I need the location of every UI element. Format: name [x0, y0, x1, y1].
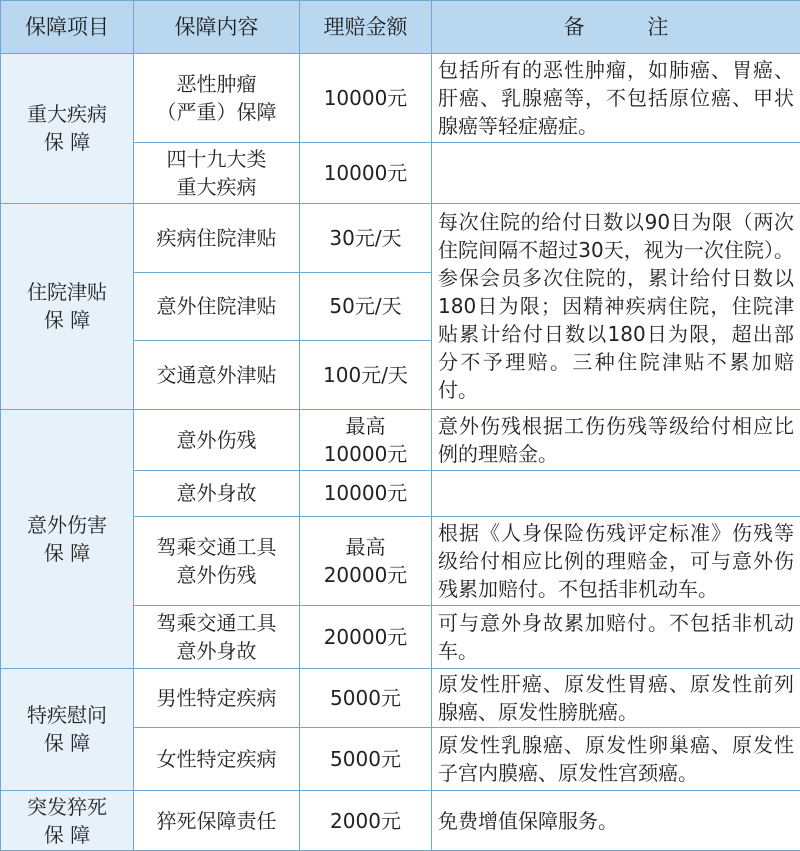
header-amount: 理赔金额	[300, 1, 432, 54]
cell-text-line: 保 障	[43, 731, 91, 756]
cell-text-line: 猝死保障责任	[156, 808, 277, 833]
note-cell: 可与意外身故累加赔付。不包括非机动车。	[432, 605, 800, 668]
category-cell	[1, 54, 134, 204]
cell-text-line: 20000元	[323, 624, 408, 649]
cell-text-line: 男性特定疾病	[156, 686, 277, 711]
claim-amount-cell	[300, 143, 432, 204]
note-cell	[432, 470, 800, 516]
cell-text-line: 意外伤残	[176, 427, 257, 452]
cell-text-line: 20000元	[323, 562, 408, 587]
cell-text-line: 50元/天	[329, 294, 402, 319]
cell-text-line: 重大疾病	[27, 102, 107, 127]
note-cell: 包括所有的恶性肿瘤，如肺癌、胃癌、肝癌、乳腺癌等，不包括原位癌、甲状腺癌等轻症癌症。	[432, 54, 800, 143]
table-row	[1, 668, 800, 728]
cell-text-line: 意外伤害	[27, 512, 107, 537]
cell-text-line: 驾乘交通工具	[156, 610, 277, 635]
coverage-content-cell	[134, 143, 300, 204]
cell-text-line: 恶性肿瘤	[176, 72, 257, 96]
claim-amount-cell	[300, 791, 432, 851]
table-row	[1, 203, 800, 272]
coverage-content-cell	[134, 516, 300, 605]
cell-text-line: 5000元	[330, 686, 401, 711]
coverage-content-cell	[134, 272, 300, 341]
note-cell: 免费增值保障服务。	[432, 791, 800, 851]
cell-text-line: 10000元	[323, 441, 408, 466]
cell-text-line: 意外身故	[176, 638, 257, 663]
coverage-content-cell	[134, 410, 300, 471]
category-cell	[1, 668, 134, 791]
note-cell: 意外伤残根据工伤伤残等级给付相应比例的理赔金。	[432, 410, 800, 471]
cell-text-line: 女性特定疾病	[156, 747, 277, 772]
claim-amount-cell	[300, 605, 432, 668]
claim-amount-cell	[300, 203, 432, 272]
cell-text-line: 10000元	[323, 481, 408, 506]
cell-text-line: 2000元	[330, 808, 401, 833]
category-cell	[1, 410, 134, 669]
note-cell: 原发性肝癌、原发性胃癌、原发性前列腺癌、原发性膀胱癌。	[432, 668, 800, 728]
claim-amount-cell	[300, 728, 432, 791]
cell-text-line: 10000元	[323, 86, 408, 110]
claim-amount-cell	[300, 470, 432, 516]
cell-text-line: 疾病住院津贴	[156, 225, 277, 250]
cell-text-line: 保 障	[43, 822, 91, 847]
claim-amount-cell	[300, 668, 432, 728]
table-row	[1, 54, 800, 143]
claim-amount-cell	[300, 54, 432, 143]
cell-text-line: 5000元	[330, 747, 401, 772]
note-cell: 每次住院的给付日数以90日为限（两次住院间隔不超过30天，视为一次住院）。参保会员多次住院的，累计给付日数以180日为限；因精神疾病住院，住院津贴累计给付日数以180日为限，超出部分不予理赔。三种住院津贴不累加赔付。	[432, 203, 800, 409]
cell-text-line: 突发猝死	[27, 794, 107, 819]
cell-text-line: 意外住院津贴	[156, 294, 277, 319]
coverage-content-cell	[134, 791, 300, 851]
cell-text-line: 100元/天	[323, 363, 408, 388]
cell-text-line: （严重）保障	[156, 100, 277, 124]
cell-text-line: 重大疾病	[176, 174, 257, 199]
coverage-content-cell	[134, 605, 300, 668]
cell-text-line: 住院津贴	[27, 280, 107, 305]
cell-text-line: 30元/天	[329, 225, 402, 250]
cell-text-line: 特疾慰问	[27, 703, 107, 728]
cell-text-line: 保 障	[43, 540, 91, 565]
cell-text-line: 驾乘交通工具	[156, 534, 277, 559]
cell-text-line: 交通意外津贴	[156, 363, 277, 388]
claim-amount-cell	[300, 516, 432, 605]
coverage-content-cell	[134, 54, 300, 143]
cell-text-line: 保 障	[43, 130, 91, 155]
category-cell	[1, 203, 134, 409]
cell-text-line: 意外伤残	[176, 562, 257, 587]
table-row	[1, 791, 800, 851]
note-cell: 原发性乳腺癌、原发性卵巢癌、原发性子宫内膜癌、原发性宫颈癌。	[432, 728, 800, 791]
coverage-content-cell	[134, 728, 300, 791]
cell-text-line: 保 障	[43, 308, 91, 333]
cell-text-line: 意外身故	[176, 481, 257, 506]
header-row	[1, 1, 800, 54]
cell-text-line: 最高	[345, 534, 386, 559]
coverage-content-cell	[134, 341, 300, 410]
coverage-content-cell	[134, 470, 300, 516]
cell-text-line: 四十九大类	[166, 146, 267, 171]
claim-amount-cell	[300, 341, 432, 410]
coverage-content-cell	[134, 668, 300, 728]
note-cell	[432, 143, 800, 204]
table-body	[1, 54, 800, 851]
header-content: 保障内容	[134, 1, 300, 54]
cell-text-line: 10000元	[323, 160, 408, 185]
cell-text-line: 最高	[345, 413, 386, 438]
claim-amount-cell	[300, 410, 432, 471]
table-header	[1, 1, 800, 54]
category-cell	[1, 791, 134, 851]
claim-amount-cell	[300, 272, 432, 341]
coverage-content-cell	[134, 203, 300, 272]
header-note: 备 注	[432, 1, 800, 54]
header-category: 保障项目	[1, 1, 134, 54]
table-row	[1, 410, 800, 471]
note-cell: 根据《人身保险伤残评定标准》伤残等级给付相应比例的理赔金，可与意外伤残累加赔付。不包括非机动车。	[432, 516, 800, 605]
